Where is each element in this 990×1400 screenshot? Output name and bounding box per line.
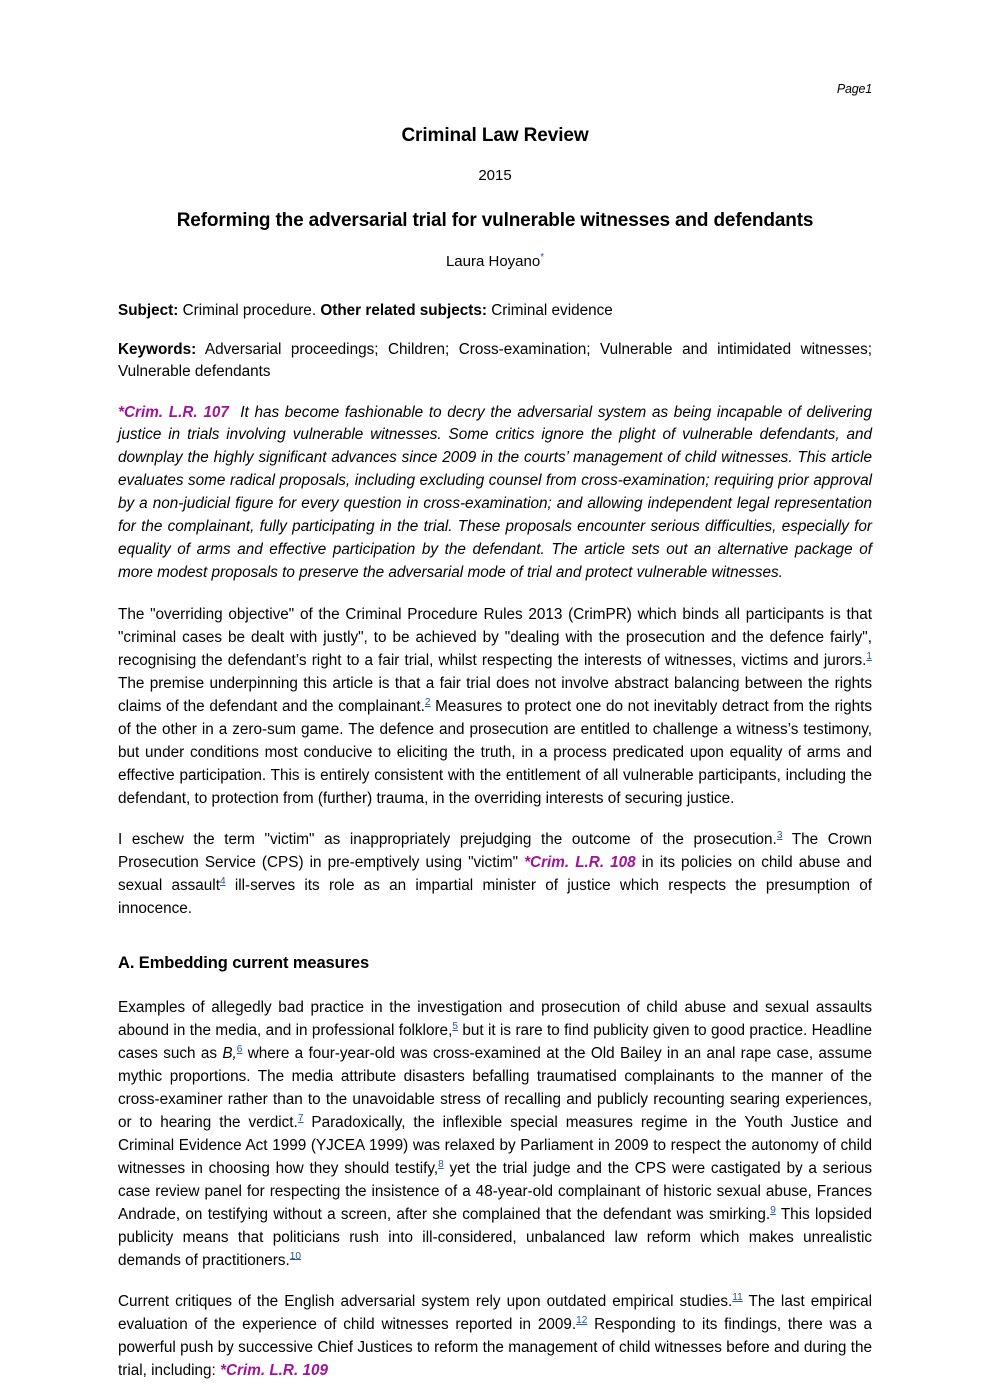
paragraph-2-text-part-3: in its policies on child abuse and sexual assault	[118, 854, 872, 895]
other-subjects-value: Criminal evidence	[486, 302, 613, 319]
footnote-link-7[interactable]: 7	[297, 1112, 304, 1124]
page-content	[118, 0, 872, 1399]
keywords-line	[118, 339, 872, 383]
paragraph-3-text-part-5: yet the trial judge and the CPS were castigated by a serious case review panel for respecting the insistence of a 48-year-old complainant of historic sexual abuse, Frances Andrade, on testifying without a screen, after she complained that the defendant was smirking.	[118, 1159, 872, 1223]
footnote-link-12[interactable]: 12	[576, 1315, 588, 1327]
paragraph-4-text-part-2: The last empirical evaluation of the experience of child witnesses reported in 2009.	[118, 1293, 872, 1334]
case-citation-b: B,	[222, 1045, 237, 1063]
footnote-link-5[interactable]: 5	[452, 1021, 458, 1033]
paragraph-3-text-part-1: Examples of allegedly bad practice in the investigation and prosecution of child abuse and sexual assaults abound in the media, and in professional folklore,	[118, 999, 872, 1040]
subject-value: Criminal procedure.	[178, 302, 321, 319]
footnote-link-2[interactable]: 2	[424, 696, 431, 708]
body-paragraph-4	[118, 1291, 872, 1383]
paragraph-1-text-part-3: Measures to protect one do not inevitably detract from the rights of the other in a zero-sum game. The defence and prosecution are entitled to challenge a witness’s testimony, but under conditions most conducive to eliciting the truth, in a process predicated upon equality of arms and effective participation. This is entirely consistent with the entitlement of all vulnerable participants, including the defendant, to protection from (further) trauma, in the overriding interests of securing justice.	[118, 697, 872, 807]
footnote-link-10[interactable]: 10	[289, 1250, 301, 1262]
paragraph-2-text-part-2: The Crown Prosecution Service (CPS) in pre-emptively using "victim"	[118, 831, 872, 872]
footnote-link-8[interactable]: 8	[438, 1158, 444, 1170]
footnote-link-11[interactable]: 11	[732, 1292, 743, 1304]
running-head-page-number: Page1	[836, 82, 872, 96]
body-paragraph-3	[118, 997, 872, 1272]
paragraph-3-text-part-4: Paradoxically, the inflexible special measures regime in the Youth Justice and Criminal Evidence Act 1999 (YJCEA 1999) was relaxed by Parliament in 2009 to respect the autonomy of child witnesses in choosing how they should testify,	[118, 1113, 872, 1177]
author-footnote-link[interactable]: *	[540, 252, 545, 263]
page-marker-107: *Crim. L.R. 107	[118, 403, 229, 421]
paragraph-2-text-part-4: ill-serves its role as an impartial minister of justice which respects the presumption of innocence.	[118, 877, 873, 918]
subject-label: Subject:	[118, 302, 179, 319]
paragraph-1-text-part-2: The premise underpinning this article is that a fair trial does not involve abstract balancing between the rights claims of the defendant and the complainant.	[118, 674, 872, 715]
footnote-link-3[interactable]: 3	[776, 830, 783, 842]
paragraph-3-text-part-3: where a four-year-old was cross-examined at the Old Bailey in an anal rape case, assume mythic proportions. The media attribute disasters befalling traumatised complainants to the manner of the cross-examiner rather than to the unavoidable stress of recalling and publicly recounting searing experiences, or to hearing the verdict.	[118, 1045, 872, 1131]
paragraph-3-text-part-6: This lopsided publicity means that politicians rush into ill-considered, unbalanced law reform which makes unrealistic demands of practitioners.	[118, 1205, 872, 1269]
body-paragraph-1	[118, 604, 872, 810]
paragraph-1-text-part-1: The "overriding objective" of the Criminal Procedure Rules 2013 (CrimPR) which binds all participants is that "criminal cases be dealt with justly", to be achieved by "dealing with the prosecution and the defence fairly", recognising the defendant’s right to a fair trial, whilst respecting the interests of witnesses, victims and jurors.	[118, 606, 872, 669]
subject-line	[118, 300, 872, 322]
author-line	[118, 253, 872, 270]
metadata-block	[118, 300, 872, 384]
paragraph-4-text-part-3: Responding to its findings, there was a powerful push by successive Chief Justices to reform the management of child witnesses before and during the trial, including:	[118, 1316, 872, 1380]
footnote-link-9[interactable]: 9	[770, 1204, 776, 1216]
page-marker-108: *Crim. L.R. 108	[524, 854, 636, 872]
other-subjects-label: Other related subjects:	[320, 302, 487, 319]
keywords-label: Keywords:	[118, 341, 197, 359]
keywords-value: Adversarial proceedings; Children; Cross-examination; Vulnerable and intimidated witnesses; Vulnerable defendants	[118, 341, 872, 381]
page-marker-109: *Crim. L.R. 109	[220, 1362, 328, 1380]
abstract-paragraph	[118, 402, 872, 586]
footnote-link-4[interactable]: 4	[219, 876, 226, 888]
author-name: Laura Hoyano	[445, 253, 541, 270]
publication-year: 2015	[478, 167, 512, 184]
paragraph-4-text-part-1: Current critiques of the English adversarial system rely upon outdated empirical studies.	[118, 1293, 733, 1311]
footnote-link-1[interactable]: 1	[866, 650, 872, 662]
paragraph-3-text-part-2: but it is rare to find publicity given to good practice. Headline cases such as	[118, 1022, 872, 1063]
paragraph-2-text-part-1: I eschew the term "victim" as inappropriately prejudging the outcome of the prosecution.	[118, 831, 777, 849]
article-title: Reforming the adversarial trial for vulnerable witnesses and defendants	[176, 210, 814, 231]
abstract-text: It has become fashionable to decry the adversarial system as being incapable of delivering justice in trials involving vulnerable witnesses. Some critics ignore the plight of vulnerable defendants, and downplay the highly significant advances since 2009 in the courts’ management of child witnesses. This article evaluates some radical proposals, including excluding counsel from cross-examination; requiring prior approval by a non-judicial figure for every question in cross-examination; and allowing independent legal representation for the complainant, fully participating in the trial. These proposals encounter serious difficulties, especially for equality of arms and effective participation by the defendant. The article sets out an alternative package of more modest proposals to preserve the adversarial mode of trial and protect vulnerable witnesses.	[118, 403, 873, 582]
section-heading-a: A. Embedding current measures	[118, 954, 370, 973]
journal-title: Criminal Law Review	[401, 125, 589, 146]
title-block	[118, 0, 872, 270]
body-paragraph-2	[118, 829, 872, 921]
footnote-link-6[interactable]: 6	[236, 1043, 243, 1055]
